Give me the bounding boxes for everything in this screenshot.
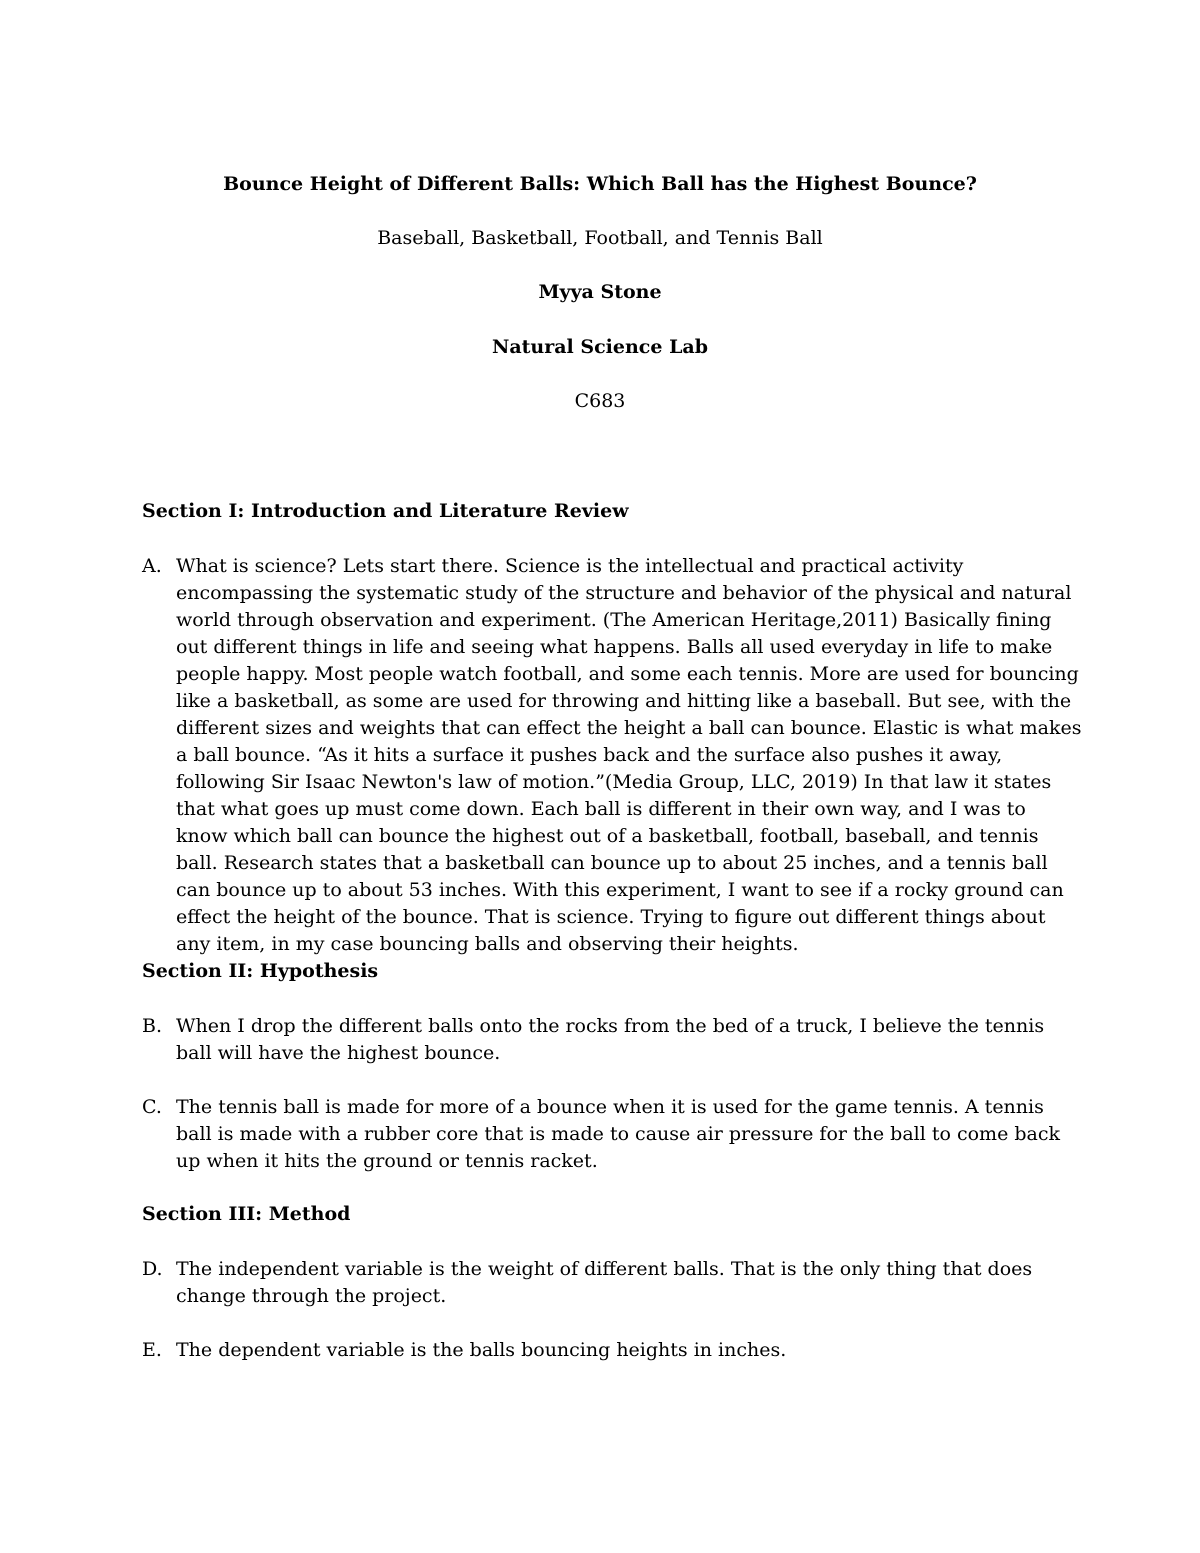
list-marker: D. <box>142 1258 163 1280</box>
list-item-text: The independent variable is the weight of different balls. That is the only thing that does change through the project. <box>176 1258 1033 1307</box>
course-code: C683 <box>574 390 626 412</box>
list-item-c <box>142 1094 1082 1175</box>
list-item-b <box>142 1013 1082 1067</box>
list-marker: C. <box>142 1096 162 1118</box>
list-item-text: When I drop the different balls onto the rocks from the bed of a truck, I believe the tennis ball will have the highest bounce. <box>176 1015 1045 1064</box>
list-marker: A. <box>142 555 162 577</box>
course-name: Natural Science Lab <box>491 336 709 358</box>
list-item-a <box>142 553 1082 958</box>
document-subtitle: Baseball, Basketball, Football, and Tennis Ball <box>377 227 823 249</box>
author-name: Myya Stone <box>538 281 662 303</box>
list-marker: B. <box>142 1015 163 1037</box>
section-heading-method: Section III: Method <box>142 1203 351 1225</box>
list-item-text: The dependent variable is the balls bouncing heights in inches. <box>176 1339 787 1361</box>
document-title: Bounce Height of Different Balls: Which Ball has the Highest Bounce? <box>223 173 977 195</box>
list-marker: E. <box>142 1339 162 1361</box>
list-item-text: The tennis ball is made for more of a bounce when it is used for the game tennis. A tennis ball is made with a rubber core that is made to cause air pressure for the ball to come back up when it hits the ground or tennis racket. <box>176 1096 1060 1172</box>
section-heading-introduction: Section I: Introduction and Literature Review <box>142 500 629 522</box>
list-item-text: What is science? Lets start there. Science is the intellectual and practical activity encompassing the systematic study of the structure and behavior of the physical and natural world through observation and experiment. (The American Heritage,2011) Basically fining out different things in life and seeing what happens. Balls all used everyday in life to make people happy. Most people watch football, and some each tennis. More are used for bouncing like a basketball, as some are used for throwing and hitting like a baseball. But see, with the different sizes and weights that can effect the height a ball can bounce. Elastic is what makes a ball bounce. “As it hits a surface it pushes back and the surface also pushes it away, following Sir Isaac Newton's law of motion.”(Media Group, LLC, 2019) In that law it states that what goes up must come down. Each ball is different in their own way, and I was to know which ball can bounce the highest out of a basketball, football, baseball, and tennis ball. Research states that a basketball can bounce up to about 25 inches, and a tennis ball can bounce up to about 53 inches. With this experiment, I want to see if a rocky ground can effect the height of the bounce. That is science. Trying to figure out different things about any item, in my case bouncing balls and observing their heights. <box>176 555 1082 955</box>
list-item-e <box>142 1337 1082 1364</box>
list-item-d <box>142 1256 1082 1310</box>
section-heading-hypothesis: Section II: Hypothesis <box>142 960 379 982</box>
